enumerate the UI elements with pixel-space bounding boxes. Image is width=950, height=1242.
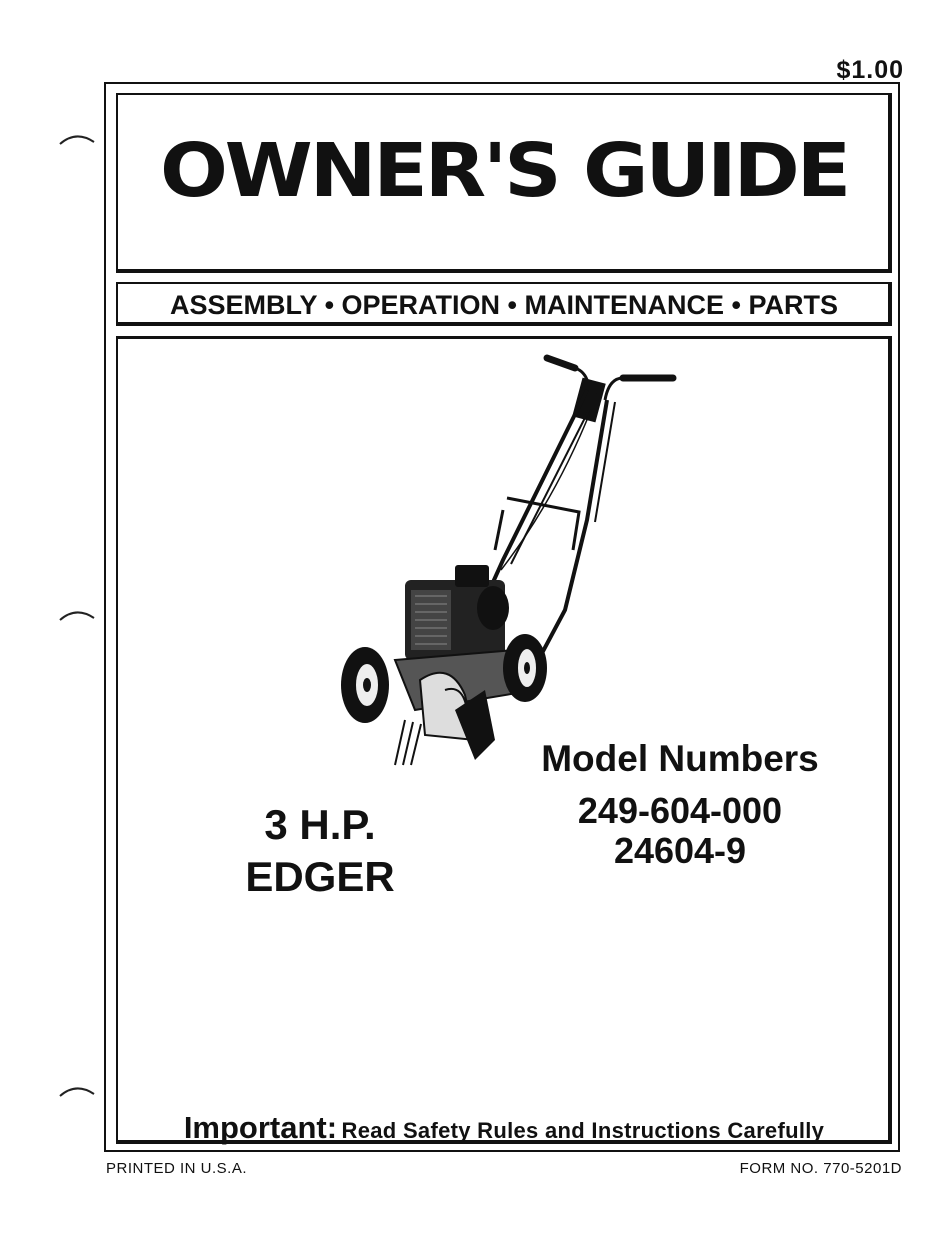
form-number: FORM NO. 770-5201D: [739, 1160, 902, 1177]
notice-text: Read Safety Rules and Instructions Carefully: [341, 1118, 825, 1143]
binder-hole-mark: [58, 130, 98, 148]
model-numbers-heading: Model Numbers: [541, 738, 819, 779]
product-horsepower: 3 H.P.: [264, 801, 376, 848]
edger-illustration: [325, 350, 685, 770]
safety-notice: [116, 1110, 892, 1146]
model-number: 249-604-000: [577, 790, 783, 831]
product-name: EDGER: [245, 853, 395, 900]
price-label: $1.00: [836, 56, 904, 84]
document-subtitle: ASSEMBLY • OPERATION • MAINTENANCE • PARTS: [170, 290, 838, 320]
model-number: 24604-9: [613, 830, 747, 871]
binder-hole-mark: [58, 606, 98, 624]
printed-in-label: PRINTED IN U.S.A.: [106, 1160, 248, 1177]
notice-label: Important:: [183, 1110, 338, 1145]
document-title: OWNER'S GUIDE: [159, 128, 848, 214]
binder-hole-mark: [58, 1082, 98, 1100]
